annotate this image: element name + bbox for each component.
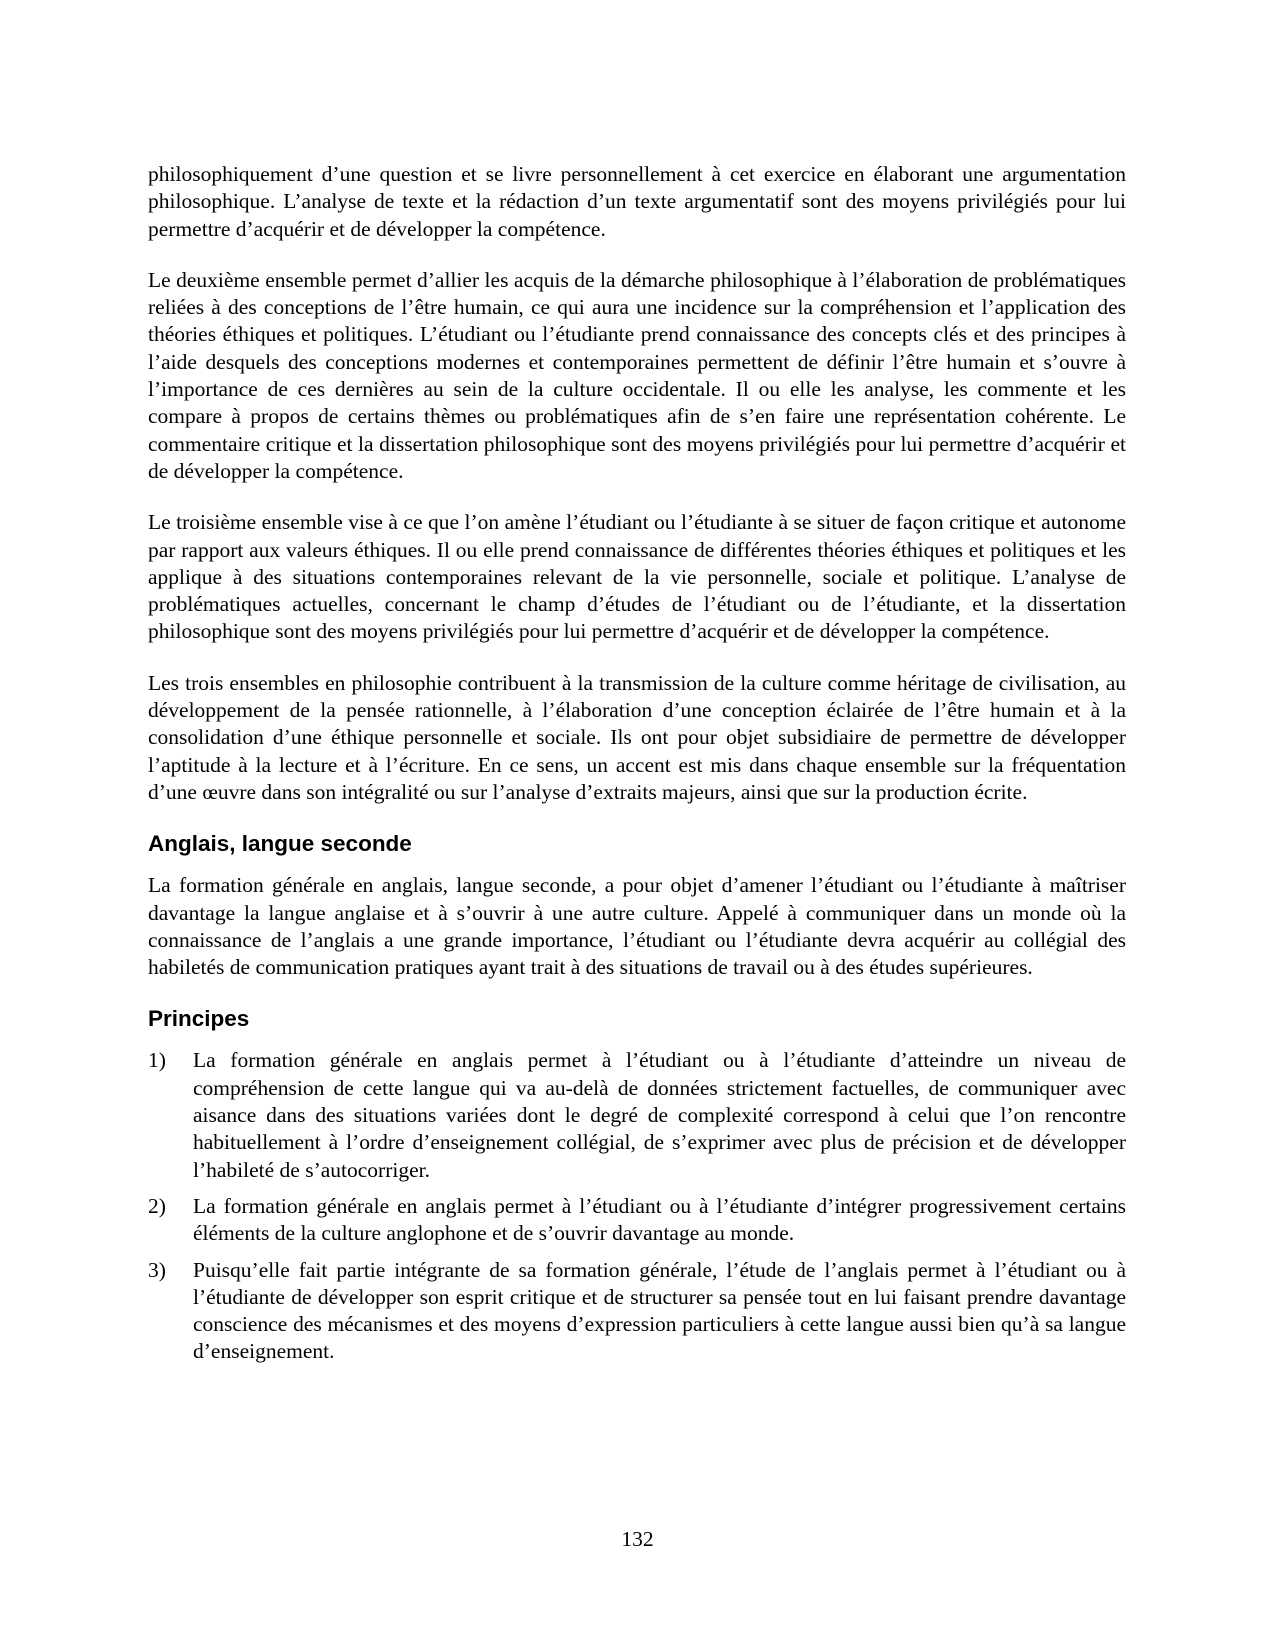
principes-list	[148, 1047, 1126, 1365]
list-item-text: La formation générale en anglais permet à l’étudiant ou à l’étudiante d’intégrer progressivement certains éléments de la culture anglophone et de s’ouvrir davantage au monde.	[193, 1193, 1126, 1246]
body-paragraph-4: Les trois ensembles en philosophie contribuent à la transmission de la culture comme héritage de civilisation, au développement de la pensée rationnelle, à l’élaboration d’une conception éclairée de l’être humain et à la consolidation d’une éthique personnelle et sociale. Ils ont pour objet subsidiaire de permettre de développer l’aptitude à la lecture et à l’écriture. En ce sens, un accent est mis dans chaque ensemble sur la fréquentation d’une œuvre dans son intégralité ou sur l’analyse d’extraits majeurs, ainsi que sur la production écrite.	[148, 670, 1126, 804]
list-item-text: Puisqu’elle fait partie intégrante de sa formation générale, l’étude de l’anglais permet à l’étudiant ou à l’étudiante de développer son esprit critique et de structurer sa pensée tout en lui faisant prendre davantage conscience des mécanismes et des moyens d’expression particuliers à cette langue aussi bien qu’à sa langue d’enseignement.	[193, 1257, 1126, 1364]
body-paragraph-3: Le troisième ensemble vise à ce que l’on amène l’étudiant ou l’étudiante à se situer de façon critique et autonome par rapport aux valeurs éthiques. Il ou elle prend connaissance de différentes théories éthiques et politiques et les applique à des situations contemporaines relevant de la vie personnelle, sociale et politique. L’analyse de problématiques actuelles, concernant le champ d’études de l’étudiant ou de l’étudiante, et la dissertation philosophique sont des moyens privilégiés pour lui permettre d’acquérir et de développer la compétence.	[148, 510, 1126, 644]
page-number: 132	[621, 1527, 654, 1551]
list-item-1	[148, 1047, 1126, 1183]
document-body	[148, 161, 1126, 1375]
list-item-2	[148, 1193, 1126, 1248]
body-paragraph-2: Le deuxième ensemble permet d’allier les acquis de la démarche philosophique à l’élaboration de problématiques reliées à des conceptions de l’être humain, ce qui aura une incidence sur la compréhension et l’application des théories éthiques et politiques. L’étudiant ou l’étudiante prend connaissance des concepts clés et des principes à l’aide desquels des conceptions modernes et contemporaines permettent de définir l’être humain et s’ouvre à l’importance de ces dernières au sein de la culture occidentale. Il ou elle les analyse, les commente et les compare à propos de certains thèmes ou problématiques afin de s’en faire une représentation cohérente. Le commentaire critique et la dissertation philosophique sont des moyens privilégiés pour lui permettre d’acquérir et de développer la compétence.	[148, 267, 1126, 483]
section-heading-principes: Principes	[148, 1006, 250, 1032]
list-item-marker: 3)	[148, 1257, 166, 1282]
body-paragraph-1: philosophiquement d’une question et se livre personnellement à cet exercice en élaborant une argumentation philosophique. L’analyse de texte et la rédaction d’un texte argumentatif sont des moyens privilégiés pour lui permettre d’acquérir et de développer la compétence.	[148, 162, 1126, 241]
list-item-marker: 1)	[148, 1048, 166, 1073]
list-item-marker: 2)	[148, 1193, 166, 1218]
list-item-3	[148, 1257, 1126, 1366]
list-item-text: La formation générale en anglais permet à l’étudiant ou à l’étudiante d’atteindre un niveau de compréhension de cette langue qui va au-delà de données strictement factuelles, de communiquer avec aisance dans des situations variées dont le degré de complexité correspond à celui que l’on rencontre habituellement à l’ordre d’enseignement collégial, de s’exprimer avec plus de précision et de développer l’habileté de s’autocorriger.	[193, 1048, 1126, 1182]
body-paragraph-anglais: La formation générale en anglais, langue seconde, a pour objet d’amener l’étudiant ou l’étudiante à maîtriser davantage la langue anglaise et à s’ouvrir à une autre culture. Appelé à communiquer dans un monde où la connaissance de l’anglais a une grande importance, l’étudiant ou l’étudiante devra acquérir au collégial des habiletés de communication pratiques ayant trait à des situations de travail ou à des études supérieures.	[148, 873, 1126, 980]
section-heading-anglais-langue-seconde: Anglais, langue seconde	[148, 831, 412, 857]
